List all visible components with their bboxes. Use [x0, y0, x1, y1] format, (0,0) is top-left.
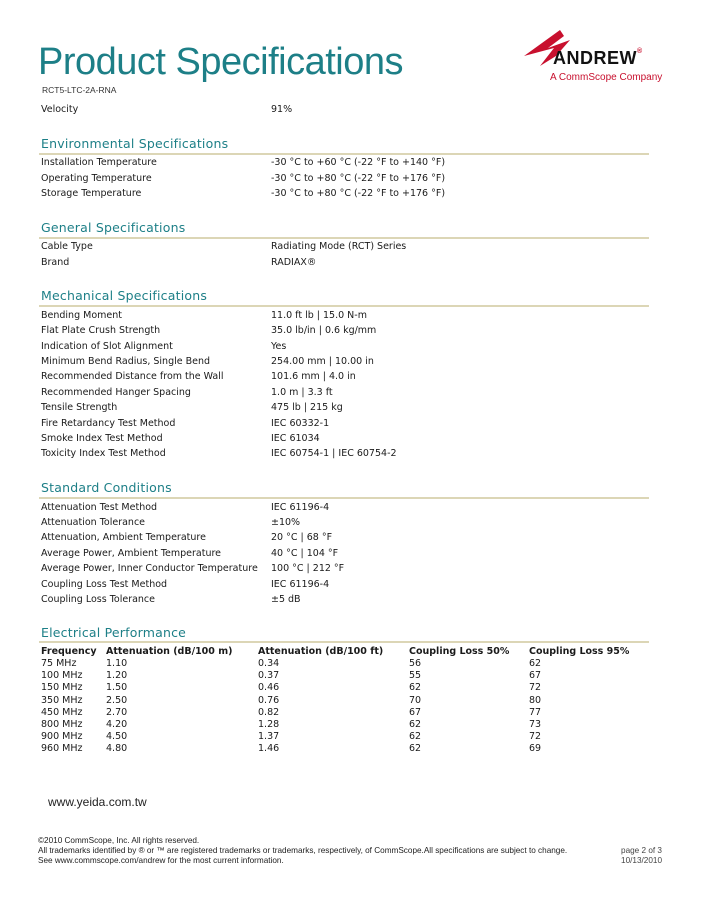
spec-label: Minimum Bend Radius, Single Bend	[41, 356, 211, 367]
spec-label: Coupling Loss Tolerance	[41, 594, 156, 605]
section-divider	[39, 305, 649, 307]
table-cell: 1.37	[258, 731, 280, 743]
spec-value: -30 °C to +80 °C (-22 °F to +176 °F)	[271, 188, 446, 199]
spec-label: Attenuation, Ambient Temperature	[41, 532, 206, 543]
table-cell: 960 MHz	[41, 743, 83, 755]
table-header-row	[41, 644, 649, 658]
spec-label: Toxicity Index Test Method	[41, 448, 166, 459]
table-row	[41, 658, 649, 670]
spec-value: 1.0 m | 3.3 ft	[271, 387, 333, 398]
spec-label: Attenuation Tolerance	[41, 517, 146, 528]
page-title: Product Specifications	[38, 41, 403, 83]
table-cell: 62	[529, 658, 542, 669]
andrew-logo-text: ANDREW®	[553, 48, 643, 68]
table-cell: 67	[409, 706, 422, 718]
table-cell: 80	[529, 694, 542, 706]
table-cell: 350 MHz	[41, 694, 83, 706]
table-cell: 77	[529, 706, 542, 718]
spec-value: IEC 61196-4	[271, 502, 330, 513]
column-header: Attenuation (dB/100 ft)	[258, 645, 384, 657]
footer-info-link[interactable]: See www.commscope.com/andrew for the most current information.	[38, 856, 284, 865]
spec-value: 254.00 mm | 10.00 in	[271, 356, 374, 367]
spec-value: -30 °C to +60 °C (-22 °F to +140 °F)	[271, 157, 446, 168]
section-title-standard-conditions: Standard Conditions	[41, 480, 172, 495]
table-cell: 0.37	[258, 670, 280, 682]
section-title-environmental: Environmental Specifications	[41, 136, 229, 151]
table-cell: 4.80	[106, 743, 128, 755]
spec-label: Smoke Index Test Method	[41, 433, 163, 444]
column-header: Frequency	[41, 645, 97, 657]
spec-value: IEC 61196-4	[271, 579, 330, 590]
spec-value: 20 °C | 68 °F	[271, 532, 333, 543]
table-row	[41, 719, 649, 731]
spec-value: 91%	[271, 104, 293, 115]
spec-label: Brand	[41, 257, 70, 268]
table-cell: 0.82	[258, 706, 280, 718]
table-cell: 56	[409, 658, 422, 669]
spec-label: Attenuation Test Method	[41, 502, 158, 513]
spec-value: 35.0 lb/in | 0.6 kg/mm	[271, 325, 377, 336]
spec-value: Radiating Mode (RCT) Series	[271, 241, 407, 252]
column-header: Attenuation (dB/100 m)	[106, 645, 233, 657]
table-cell: 1.20	[106, 670, 128, 682]
spec-value: 101.6 mm | 4.0 in	[271, 371, 356, 382]
spec-value: -30 °C to +80 °C (-22 °F to +176 °F)	[271, 173, 446, 184]
table-cell: 150 MHz	[41, 682, 83, 694]
section-divider	[39, 641, 649, 643]
website-link[interactable]: www.yeida.com.tw	[48, 795, 147, 809]
table-cell: 450 MHz	[41, 706, 83, 718]
table-row	[41, 670, 649, 682]
table-row	[41, 731, 649, 743]
spec-label: Bending Moment	[41, 310, 122, 321]
page-number: page 2 of 3	[621, 846, 662, 855]
table-cell: 0.34	[258, 658, 280, 669]
table-cell: 73	[529, 719, 542, 731]
spec-label: Flat Plate Crush Strength	[41, 325, 161, 336]
footer-copyright: ©2010 CommScope, Inc. All rights reserved.	[38, 836, 200, 845]
spec-label: Fire Retardancy Test Method	[41, 418, 176, 429]
table-cell: 1.10	[106, 658, 128, 669]
table-cell: 2.50	[106, 694, 128, 706]
section-divider	[39, 497, 649, 499]
spec-value: ±10%	[271, 517, 301, 528]
spec-label: Average Power, Ambient Temperature	[41, 548, 222, 559]
table-cell: 2.70	[106, 706, 128, 718]
table-row	[41, 743, 649, 755]
table-cell: 800 MHz	[41, 719, 83, 731]
table-cell: 75 MHz	[41, 658, 77, 669]
table-cell: 62	[409, 719, 422, 731]
spec-value: 100 °C | 212 °F	[271, 563, 345, 574]
table-cell: 62	[409, 743, 422, 755]
spec-value: ±5 dB	[271, 594, 301, 605]
spec-label: Storage Temperature	[41, 188, 142, 199]
table-cell: 62	[409, 682, 422, 694]
spec-value: 475 lb | 215 kg	[271, 402, 343, 413]
section-title-mechanical: Mechanical Specifications	[41, 288, 208, 303]
spec-label: Average Power, Inner Conductor Temperature	[41, 563, 258, 574]
table-cell: 70	[409, 694, 422, 706]
spec-label: Velocity	[41, 104, 79, 115]
table-row	[41, 707, 649, 719]
table-cell: 62	[409, 731, 422, 743]
table-cell: 1.46	[258, 743, 280, 755]
spec-label: Cable Type	[41, 241, 93, 252]
table-cell: 55	[409, 670, 422, 682]
column-header: Coupling Loss 95%	[529, 645, 630, 657]
table-cell: 67	[529, 670, 542, 682]
spec-label: Recommended Distance from the Wall	[41, 371, 224, 382]
table-cell: 4.50	[106, 731, 128, 743]
spec-label: Tensile Strength	[41, 402, 118, 413]
table-cell: 0.46	[258, 682, 280, 694]
table-row	[41, 682, 649, 694]
table-row	[41, 695, 649, 707]
andrew-logo-subtitle: A CommScope Company	[550, 72, 663, 83]
model-number: RCT5-LTC-2A-RNA	[42, 85, 117, 95]
spec-value: IEC 60332-1	[271, 418, 330, 429]
table-cell: 1.50	[106, 682, 128, 694]
spec-value: Yes	[271, 341, 287, 352]
table-cell: 0.76	[258, 694, 280, 706]
table-cell: 69	[529, 743, 542, 755]
table-cell: 4.20	[106, 719, 128, 731]
spec-value: 11.0 ft lb | 15.0 N-m	[271, 310, 367, 321]
table-cell: 72	[529, 731, 542, 743]
section-divider	[39, 153, 649, 155]
section-title-electrical: Electrical Performance	[41, 625, 187, 640]
table-cell: 100 MHz	[41, 670, 83, 682]
spec-value: IEC 60754-1 | IEC 60754-2	[271, 448, 397, 459]
footer-trademarks: All trademarks identified by ® or ™ are registered trademarks or trademarks, respectively, of CommScope.All specifications are subject to change.	[38, 846, 568, 855]
column-header: Coupling Loss 50%	[409, 645, 510, 657]
spec-label: Indication of Slot Alignment	[41, 341, 173, 352]
spec-label: Recommended Hanger Spacing	[41, 387, 191, 398]
section-divider	[39, 237, 649, 239]
spec-label: Operating Temperature	[41, 173, 152, 184]
spec-label: Installation Temperature	[41, 157, 157, 168]
table-cell: 900 MHz	[41, 731, 83, 743]
spec-label: Coupling Loss Test Method	[41, 579, 168, 590]
table-cell: 1.28	[258, 719, 280, 731]
table-cell: 72	[529, 682, 542, 694]
spec-value: IEC 61034	[271, 433, 320, 444]
spec-value: RADIAX®	[271, 257, 317, 268]
document-date: 10/13/2010	[621, 856, 662, 865]
section-title-general: General Specifications	[41, 220, 186, 235]
electrical-performance-table	[41, 644, 649, 756]
spec-value: 40 °C | 104 °F	[271, 548, 339, 559]
